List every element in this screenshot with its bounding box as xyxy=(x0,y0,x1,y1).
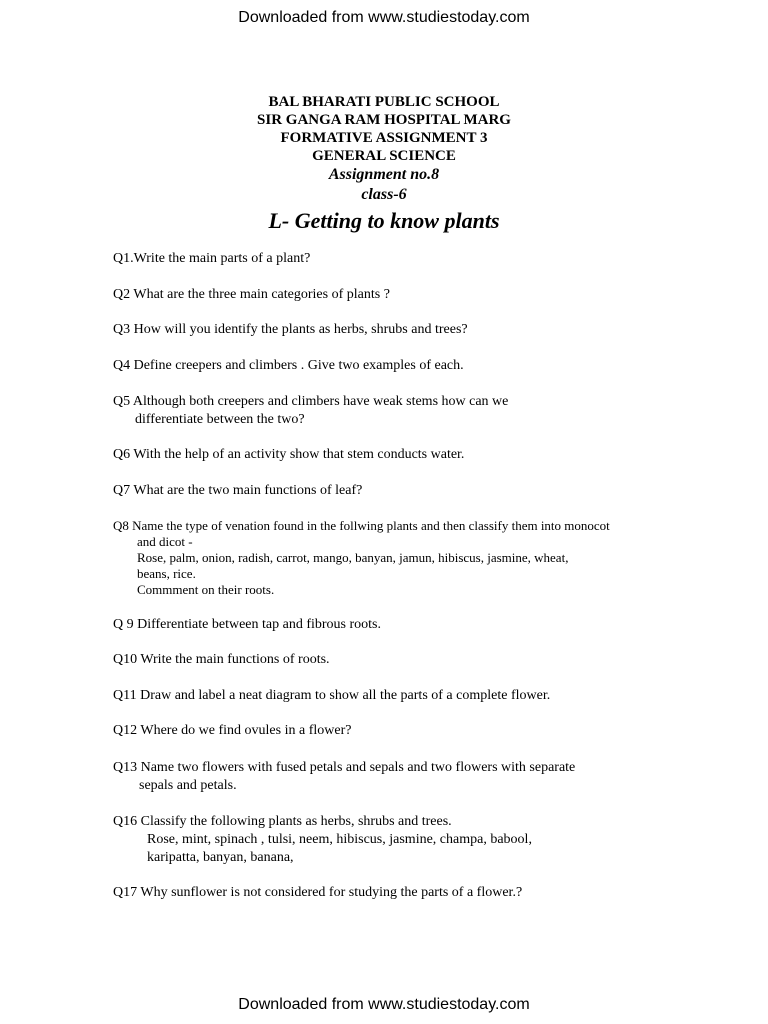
question-item xyxy=(113,446,673,464)
document-header xyxy=(0,93,768,235)
question-line: Q6 With the help of an activity show that stem conducts water. xyxy=(113,447,465,462)
assessment-title: FORMATIVE ASSIGNMENT 3 xyxy=(280,130,488,146)
lesson-title: L- Getting to know plants xyxy=(268,208,500,233)
question-line: Rose, mint, spinach , tulsi, neem, hibiscus, jasmine, champa, babool, xyxy=(147,832,532,847)
question-item xyxy=(113,722,673,740)
question-item xyxy=(113,687,673,705)
question-line: Q1.Write the main parts of a plant? xyxy=(113,251,311,266)
question-line: Q7 What are the two main functions of leaf? xyxy=(113,483,363,498)
question-line: and dicot - xyxy=(137,534,193,549)
question-line: Q12 Where do we find ovules in a flower? xyxy=(113,723,352,738)
question-item xyxy=(113,518,673,598)
question-item xyxy=(113,393,673,429)
school-address: SIR GANGA RAM HOSPITAL MARG xyxy=(257,112,511,128)
question-item xyxy=(113,759,673,795)
question-line: Q2 What are the three main categories of plants ? xyxy=(113,287,390,302)
question-line: Q3 How will you identify the plants as herbs, shrubs and trees? xyxy=(113,322,468,337)
question-item xyxy=(113,813,673,867)
question-line: Q4 Define creepers and climbers . Give two examples of each. xyxy=(113,358,464,373)
question-item xyxy=(113,616,673,634)
question-line: differentiate between the two? xyxy=(135,412,305,427)
question-item xyxy=(113,651,673,669)
question-line: Rose, palm, onion, radish, carrot, mango, banyan, jamun, hibiscus, jasmine, wheat, xyxy=(137,550,569,565)
question-line: beans, rice. xyxy=(137,566,196,581)
question-item xyxy=(113,884,673,902)
subject-title: GENERAL SCIENCE xyxy=(312,148,456,164)
question-line: Q17 Why sunflower is not considered for studying the parts of a flower.? xyxy=(113,885,523,900)
question-line: Commment on their roots. xyxy=(137,582,275,597)
question-line: sepals and petals. xyxy=(139,778,237,793)
question-line: Q11 Draw and label a neat diagram to show all the parts of a complete flower. xyxy=(113,688,551,703)
question-line: Q8 Name the type of venation found in the follwing plants and then classify them into monocot xyxy=(113,518,610,533)
question-item xyxy=(113,250,673,268)
question-item xyxy=(113,357,673,375)
question-line: Q10 Write the main functions of roots. xyxy=(113,652,330,667)
question-line: Q16 Classify the following plants as herbs, shrubs and trees. xyxy=(113,814,452,829)
question-line: Q 9 Differentiate between tap and fibrous roots. xyxy=(113,617,381,632)
download-banner-bottom: Downloaded from www.studiestoday.com xyxy=(238,996,530,1013)
question-item xyxy=(113,321,673,339)
question-line: Q13 Name two flowers with fused petals and sepals and two flowers with separate xyxy=(113,760,576,775)
assignment-number: Assignment no.8 xyxy=(328,166,440,183)
download-banner-top: Downloaded from www.studiestoday.com xyxy=(238,9,530,26)
school-name: BAL BHARATI PUBLIC SCHOOL xyxy=(268,94,500,110)
question-line: karipatta, banyan, banana, xyxy=(147,850,294,865)
class-label: class-6 xyxy=(361,186,407,203)
question-line: Q5 Although both creepers and climbers have weak stems how can we xyxy=(113,394,509,409)
question-item xyxy=(113,482,673,500)
question-item xyxy=(113,286,673,304)
